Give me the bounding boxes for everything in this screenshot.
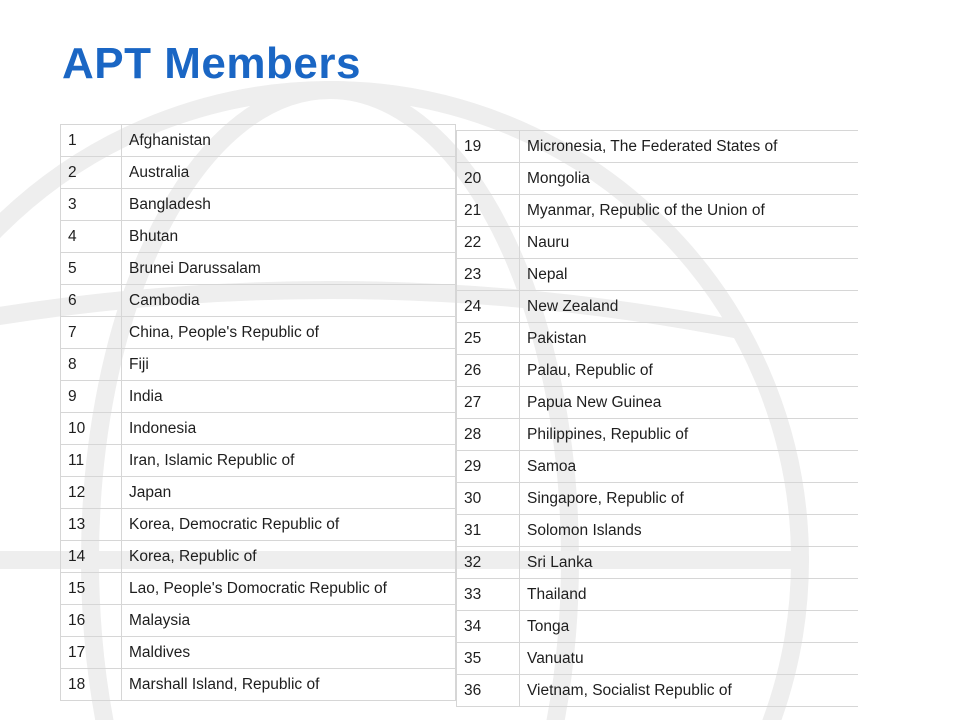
table-row xyxy=(61,317,457,349)
member-number: 17 xyxy=(61,637,122,669)
member-name: Pakistan xyxy=(520,323,859,355)
member-number: 25 xyxy=(457,323,520,355)
member-name: Malaysia xyxy=(122,605,457,637)
member-name: Nepal xyxy=(520,259,859,291)
member-number: 32 xyxy=(457,547,520,579)
member-name: China, People's Republic of xyxy=(122,317,457,349)
member-name: Philippines, Republic of xyxy=(520,419,859,451)
table-row xyxy=(61,349,457,381)
member-number: 35 xyxy=(457,643,520,675)
member-name: Singapore, Republic of xyxy=(520,483,859,515)
table-row xyxy=(61,605,457,637)
member-name: Tonga xyxy=(520,611,859,643)
table-row xyxy=(61,509,457,541)
member-number: 27 xyxy=(457,387,520,419)
member-name: Bangladesh xyxy=(122,189,457,221)
member-name: Lao, People's Domocratic Republic of xyxy=(122,573,457,605)
member-number: 1 xyxy=(61,125,122,157)
member-number: 26 xyxy=(457,355,520,387)
table-row xyxy=(61,125,457,157)
table-row xyxy=(457,515,859,547)
table-row xyxy=(61,221,457,253)
table-row xyxy=(457,163,859,195)
member-number: 24 xyxy=(457,291,520,323)
member-number: 34 xyxy=(457,611,520,643)
member-number: 8 xyxy=(61,349,122,381)
member-name: Iran, Islamic Republic of xyxy=(122,445,457,477)
member-number: 7 xyxy=(61,317,122,349)
member-name: Indonesia xyxy=(122,413,457,445)
member-name: Bhutan xyxy=(122,221,457,253)
member-name: Marshall Island, Republic of xyxy=(122,669,457,701)
member-name: Vanuatu xyxy=(520,643,859,675)
table-row xyxy=(61,381,457,413)
table-row xyxy=(61,157,457,189)
member-name: Mongolia xyxy=(520,163,859,195)
member-name: Maldives xyxy=(122,637,457,669)
member-name: Fiji xyxy=(122,349,457,381)
table-row xyxy=(61,637,457,669)
member-name: Thailand xyxy=(520,579,859,611)
members-table-left-body xyxy=(61,125,457,701)
table-row xyxy=(457,131,859,163)
member-number: 4 xyxy=(61,221,122,253)
member-number: 9 xyxy=(61,381,122,413)
member-number: 19 xyxy=(457,131,520,163)
member-name: New Zealand xyxy=(520,291,859,323)
member-number: 14 xyxy=(61,541,122,573)
table-row xyxy=(61,189,457,221)
member-name: Japan xyxy=(122,477,457,509)
table-row xyxy=(457,675,859,707)
member-name: Micronesia, The Federated States of xyxy=(520,131,859,163)
member-name: Korea, Republic of xyxy=(122,541,457,573)
member-name: Afghanistan xyxy=(122,125,457,157)
member-number: 12 xyxy=(61,477,122,509)
table-row xyxy=(457,419,859,451)
member-number: 16 xyxy=(61,605,122,637)
member-name: Papua New Guinea xyxy=(520,387,859,419)
member-number: 30 xyxy=(457,483,520,515)
member-number: 13 xyxy=(61,509,122,541)
member-number: 33 xyxy=(457,579,520,611)
member-name: Nauru xyxy=(520,227,859,259)
member-number: 18 xyxy=(61,669,122,701)
member-number: 10 xyxy=(61,413,122,445)
table-row xyxy=(61,477,457,509)
member-name: Samoa xyxy=(520,451,859,483)
table-row xyxy=(61,669,457,701)
members-table-left xyxy=(60,124,456,701)
member-number: 2 xyxy=(61,157,122,189)
member-number: 3 xyxy=(61,189,122,221)
member-number: 21 xyxy=(457,195,520,227)
member-number: 28 xyxy=(457,419,520,451)
table-row xyxy=(61,573,457,605)
table-row xyxy=(457,451,859,483)
page-title: APT Members xyxy=(62,39,361,88)
member-name: Palau, Republic of xyxy=(520,355,859,387)
member-number: 6 xyxy=(61,285,122,317)
table-row xyxy=(457,643,859,675)
member-number: 15 xyxy=(61,573,122,605)
member-name: Sri Lanka xyxy=(520,547,859,579)
table-row xyxy=(61,445,457,477)
member-name: Cambodia xyxy=(122,285,457,317)
table-row xyxy=(457,387,859,419)
member-number: 22 xyxy=(457,227,520,259)
table-row xyxy=(457,547,859,579)
table-row xyxy=(457,579,859,611)
table-row xyxy=(61,253,457,285)
table-row xyxy=(457,259,859,291)
member-number: 36 xyxy=(457,675,520,707)
table-row xyxy=(457,227,859,259)
member-number: 31 xyxy=(457,515,520,547)
member-number: 23 xyxy=(457,259,520,291)
member-number: 5 xyxy=(61,253,122,285)
member-name: Solomon Islands xyxy=(520,515,859,547)
member-number: 29 xyxy=(457,451,520,483)
member-name: Korea, Democratic Republic of xyxy=(122,509,457,541)
table-row xyxy=(457,483,859,515)
table-row xyxy=(457,611,859,643)
members-table-right-body xyxy=(457,131,859,707)
table-row xyxy=(61,285,457,317)
table-row xyxy=(61,541,457,573)
member-name: India xyxy=(122,381,457,413)
table-row xyxy=(457,291,859,323)
member-name: Brunei Darussalam xyxy=(122,253,457,285)
member-name: Vietnam, Socialist Republic of xyxy=(520,675,859,707)
member-name: Myanmar, Republic of the Union of xyxy=(520,195,859,227)
member-number: 20 xyxy=(457,163,520,195)
table-row xyxy=(457,355,859,387)
table-row xyxy=(457,195,859,227)
member-name: Australia xyxy=(122,157,457,189)
members-table-right xyxy=(456,130,858,707)
table-row xyxy=(61,413,457,445)
member-number: 11 xyxy=(61,445,122,477)
table-row xyxy=(457,323,859,355)
